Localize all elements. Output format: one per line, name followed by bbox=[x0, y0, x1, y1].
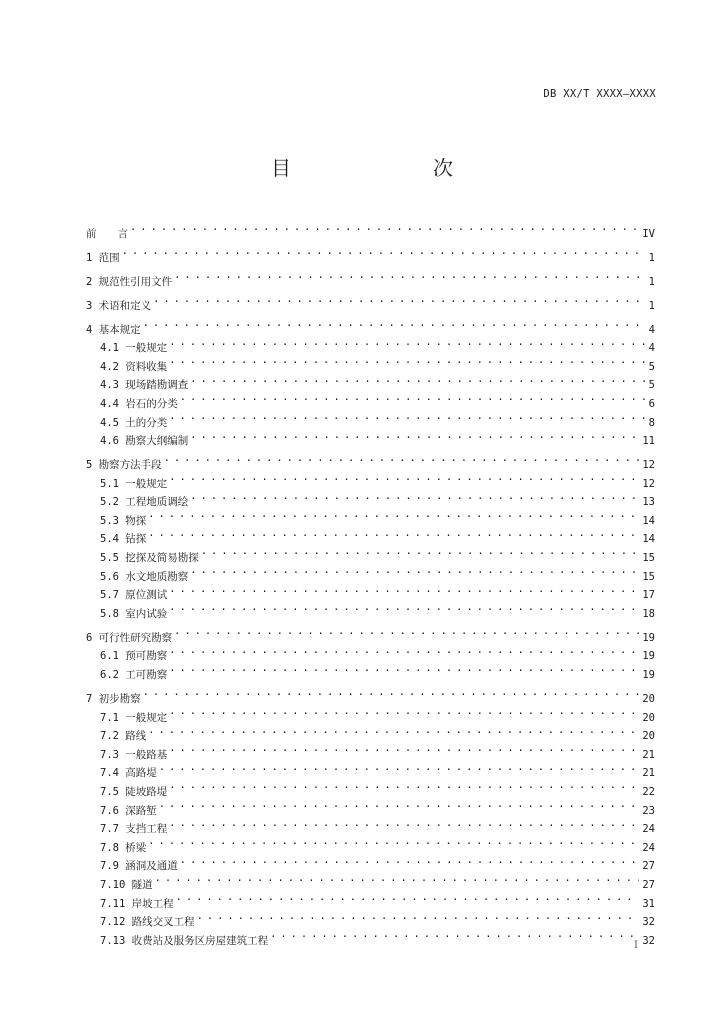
toc-entry-label: 5.8 室内试验 bbox=[100, 607, 168, 620]
toc-entry-label: 4.1 一般规定 bbox=[100, 342, 168, 355]
document-code-header: DB XX/T XXXX—XXXX bbox=[543, 88, 656, 100]
toc-entry-page: 4 bbox=[648, 342, 655, 355]
toc-entry[interactable] bbox=[86, 869, 655, 891]
toc-entry-label: 7.3 一般路基 bbox=[100, 748, 168, 761]
toc-entry-page: 13 bbox=[642, 496, 655, 509]
toc-entry-page: 20 bbox=[642, 711, 655, 724]
toc-dot-leader bbox=[270, 925, 639, 944]
toc-entry-label: 7 初步勘察 bbox=[86, 692, 141, 705]
toc-entry-page: 5 bbox=[648, 360, 655, 373]
toc-dot-leader bbox=[190, 426, 639, 445]
page-number: I bbox=[634, 940, 638, 951]
toc-dot-leader bbox=[174, 266, 646, 285]
toc-entry-label: 5.7 原位测试 bbox=[100, 589, 168, 602]
toc-dot-leader bbox=[190, 487, 639, 506]
toc-entry-page: 12 bbox=[642, 459, 655, 472]
toc-entry[interactable] bbox=[86, 795, 655, 817]
toc-entry[interactable] bbox=[86, 925, 655, 947]
toc-entry[interactable] bbox=[86, 598, 655, 620]
toc-entry-page: 14 bbox=[642, 514, 655, 527]
toc-entry-label: 4.2 资料收集 bbox=[100, 360, 168, 373]
toc-entry-label: 4.3 现场踏勘调查 bbox=[100, 379, 189, 392]
toc-entry[interactable] bbox=[86, 242, 655, 264]
toc-entry[interactable] bbox=[86, 641, 655, 663]
toc-entry-label: 4.5 土的分类 bbox=[100, 416, 168, 429]
toc-entry[interactable] bbox=[86, 333, 655, 355]
toc-dot-leader bbox=[197, 907, 640, 926]
toc-dot-leader bbox=[153, 290, 646, 309]
toc-entry[interactable] bbox=[86, 218, 655, 240]
toc-entry[interactable] bbox=[86, 907, 655, 929]
toc-entry-page: 19 bbox=[642, 669, 655, 681]
toc-entry-label: 7.10 隧道 bbox=[100, 878, 153, 891]
toc-dot-leader bbox=[169, 333, 645, 352]
toc-entry-label: 5.5 挖探及简易勘探 bbox=[100, 552, 199, 565]
toc-entry-label: 5.1 一般规定 bbox=[100, 477, 168, 490]
toc-dot-leader bbox=[159, 795, 640, 814]
toc-dot-leader bbox=[174, 622, 639, 641]
toc-dot-leader bbox=[190, 370, 645, 389]
toc-entry[interactable] bbox=[86, 832, 655, 854]
toc-dot-leader bbox=[169, 641, 639, 660]
toc-entry-label: 5.3 物探 bbox=[100, 514, 147, 527]
toc-entry-label: 7.2 路线 bbox=[100, 730, 147, 743]
toc-entry-page: IV bbox=[642, 227, 655, 240]
toc-entry-label: 1 范围 bbox=[86, 251, 120, 264]
table-of-contents bbox=[86, 218, 655, 947]
toc-dot-leader bbox=[169, 407, 645, 426]
toc-dot-leader bbox=[148, 832, 639, 851]
toc-entry-label: 4 基本规定 bbox=[86, 323, 141, 336]
toc-entry[interactable] bbox=[86, 542, 655, 565]
toc-entry[interactable] bbox=[86, 851, 655, 873]
toc-dot-leader bbox=[148, 524, 639, 543]
toc-entry-label: 7.6 深路堑 bbox=[100, 804, 157, 817]
toc-entry-page: 24 bbox=[642, 841, 655, 854]
toc-dot-leader bbox=[169, 468, 639, 487]
toc-dot-leader bbox=[180, 851, 640, 870]
toc-entry-page: 5 bbox=[648, 379, 655, 392]
toc-entry-page: 19 bbox=[642, 631, 655, 644]
toc-entry-page: 1 bbox=[648, 251, 655, 264]
toc-entry-page: 21 bbox=[642, 767, 655, 780]
toc-entry-page: 15 bbox=[642, 552, 655, 565]
toc-entry[interactable] bbox=[86, 266, 655, 288]
toc-entry-page: 31 bbox=[642, 897, 655, 910]
toc-dot-leader bbox=[159, 758, 640, 777]
toc-entry-page: 1 bbox=[648, 275, 655, 288]
toc-dot-leader bbox=[122, 242, 646, 261]
toc-dot-leader bbox=[155, 869, 640, 888]
toc-dot-leader bbox=[169, 702, 639, 721]
toc-entry-page: 32 bbox=[642, 916, 655, 929]
toc-dot-leader bbox=[169, 776, 639, 795]
toc-entry-page: 14 bbox=[642, 533, 655, 546]
toc-entry-label: 2 规范性引用文件 bbox=[86, 275, 173, 288]
toc-dot-leader bbox=[180, 388, 646, 407]
toc-entry-label: 7.4 高路堤 bbox=[100, 767, 157, 780]
toc-entry[interactable] bbox=[86, 721, 655, 743]
toc-entry[interactable] bbox=[86, 702, 655, 724]
toc-entry[interactable] bbox=[86, 776, 655, 798]
toc-dot-leader bbox=[148, 505, 639, 524]
toc-entry-label: 7.7 支挡工程 bbox=[100, 823, 168, 836]
toc-dot-leader bbox=[169, 814, 639, 833]
toc-entry-page: 20 bbox=[642, 692, 655, 705]
toc-dot-leader bbox=[201, 542, 640, 561]
toc-entry[interactable] bbox=[86, 622, 655, 644]
toc-entry-label: 5.4 钻探 bbox=[100, 533, 147, 546]
toc-dot-leader bbox=[143, 683, 640, 702]
toc-entry-page: 18 bbox=[642, 607, 655, 620]
toc-dot-leader bbox=[164, 449, 640, 468]
toc-entry-label: 7.5 陡坡路堤 bbox=[100, 785, 168, 798]
page-title: 目 次 bbox=[271, 156, 487, 180]
toc-entry-page: 32 bbox=[642, 934, 655, 947]
toc-entry[interactable] bbox=[86, 758, 655, 780]
toc-entry-label: 6.2 工可勘察 bbox=[100, 669, 168, 681]
toc-dot-leader bbox=[169, 598, 639, 617]
toc-entry[interactable] bbox=[86, 888, 655, 910]
toc-entry[interactable] bbox=[86, 468, 655, 490]
toc-entry-page: 24 bbox=[642, 823, 655, 836]
toc-dot-leader bbox=[169, 580, 639, 599]
toc-dot-leader bbox=[143, 314, 646, 333]
toc-entry[interactable] bbox=[86, 659, 655, 681]
toc-entry[interactable] bbox=[86, 505, 655, 527]
toc-entry[interactable] bbox=[86, 351, 655, 373]
toc-entry[interactable] bbox=[86, 487, 655, 509]
toc-entry[interactable] bbox=[86, 290, 655, 312]
toc-entry-label: 7.11 岸坡工程 bbox=[100, 897, 174, 910]
toc-entry[interactable] bbox=[86, 426, 655, 448]
toc-dot-leader bbox=[169, 351, 645, 370]
toc-entry[interactable] bbox=[86, 739, 655, 761]
toc-entry-page: 23 bbox=[642, 804, 655, 817]
toc-entry-page: 1 bbox=[648, 299, 655, 312]
toc-entry-page: 20 bbox=[642, 730, 655, 743]
toc-entry[interactable] bbox=[86, 370, 655, 392]
toc-entry[interactable] bbox=[86, 407, 655, 429]
toc-dot-leader bbox=[190, 561, 639, 580]
toc-entry-label: 前 言 bbox=[86, 227, 128, 240]
toc-entry-label: 6 可行性研究勘察 bbox=[86, 631, 173, 644]
toc-entry-label: 5.2 工程地质调绘 bbox=[100, 496, 189, 509]
toc-entry[interactable] bbox=[86, 814, 655, 836]
toc-entry-page: 19 bbox=[642, 650, 655, 663]
toc-entry[interactable] bbox=[86, 524, 655, 546]
toc-entry-label: 7.13 收费站及服务区房屋建筑工程 bbox=[100, 934, 269, 947]
toc-entry-label: 7.1 一般规定 bbox=[100, 711, 168, 724]
toc-entry-label: 4.4 岩石的分类 bbox=[100, 397, 178, 410]
toc-entry-page: 6 bbox=[648, 397, 655, 410]
toc-entry[interactable] bbox=[86, 561, 655, 583]
toc-entry-label: 7.8 桥梁 bbox=[100, 841, 147, 854]
toc-entry-page: 11 bbox=[642, 435, 655, 448]
toc-entry-page: 15 bbox=[642, 570, 655, 583]
toc-entry[interactable] bbox=[86, 683, 655, 705]
toc-entry-label: 7.9 涵洞及通道 bbox=[100, 860, 178, 873]
toc-dot-leader bbox=[169, 659, 639, 678]
toc-entry-label: 6.1 预可勘察 bbox=[100, 650, 168, 663]
toc-entry-label: 4.6 勘察大纲编制 bbox=[100, 435, 189, 448]
toc-dot-leader bbox=[130, 218, 639, 237]
toc-entry[interactable] bbox=[86, 314, 655, 336]
toc-dot-leader bbox=[148, 721, 639, 740]
toc-entry-page: 4 bbox=[648, 323, 655, 336]
toc-entry-label: 3 术语和定义 bbox=[86, 299, 152, 312]
toc-dot-leader bbox=[169, 739, 639, 758]
toc-entry-page: 8 bbox=[648, 416, 655, 429]
toc-entry-label: 5 勘察方法手段 bbox=[86, 459, 162, 472]
toc-entry[interactable] bbox=[86, 388, 655, 410]
toc-entry-label: 7.12 路线交叉工程 bbox=[100, 916, 195, 929]
toc-entry-label: 5.6 水文地质勘察 bbox=[100, 570, 189, 583]
toc-dot-leader bbox=[176, 888, 640, 907]
toc-entry-page: 17 bbox=[642, 589, 655, 602]
toc-entry-page: 21 bbox=[642, 748, 655, 761]
toc-entry-page: 22 bbox=[642, 785, 655, 798]
toc-entry[interactable] bbox=[86, 449, 655, 472]
toc-entry[interactable] bbox=[86, 580, 655, 602]
toc-entry-page: 27 bbox=[642, 878, 655, 891]
toc-entry-page: 27 bbox=[642, 860, 655, 873]
toc-entry-page: 12 bbox=[642, 477, 655, 490]
